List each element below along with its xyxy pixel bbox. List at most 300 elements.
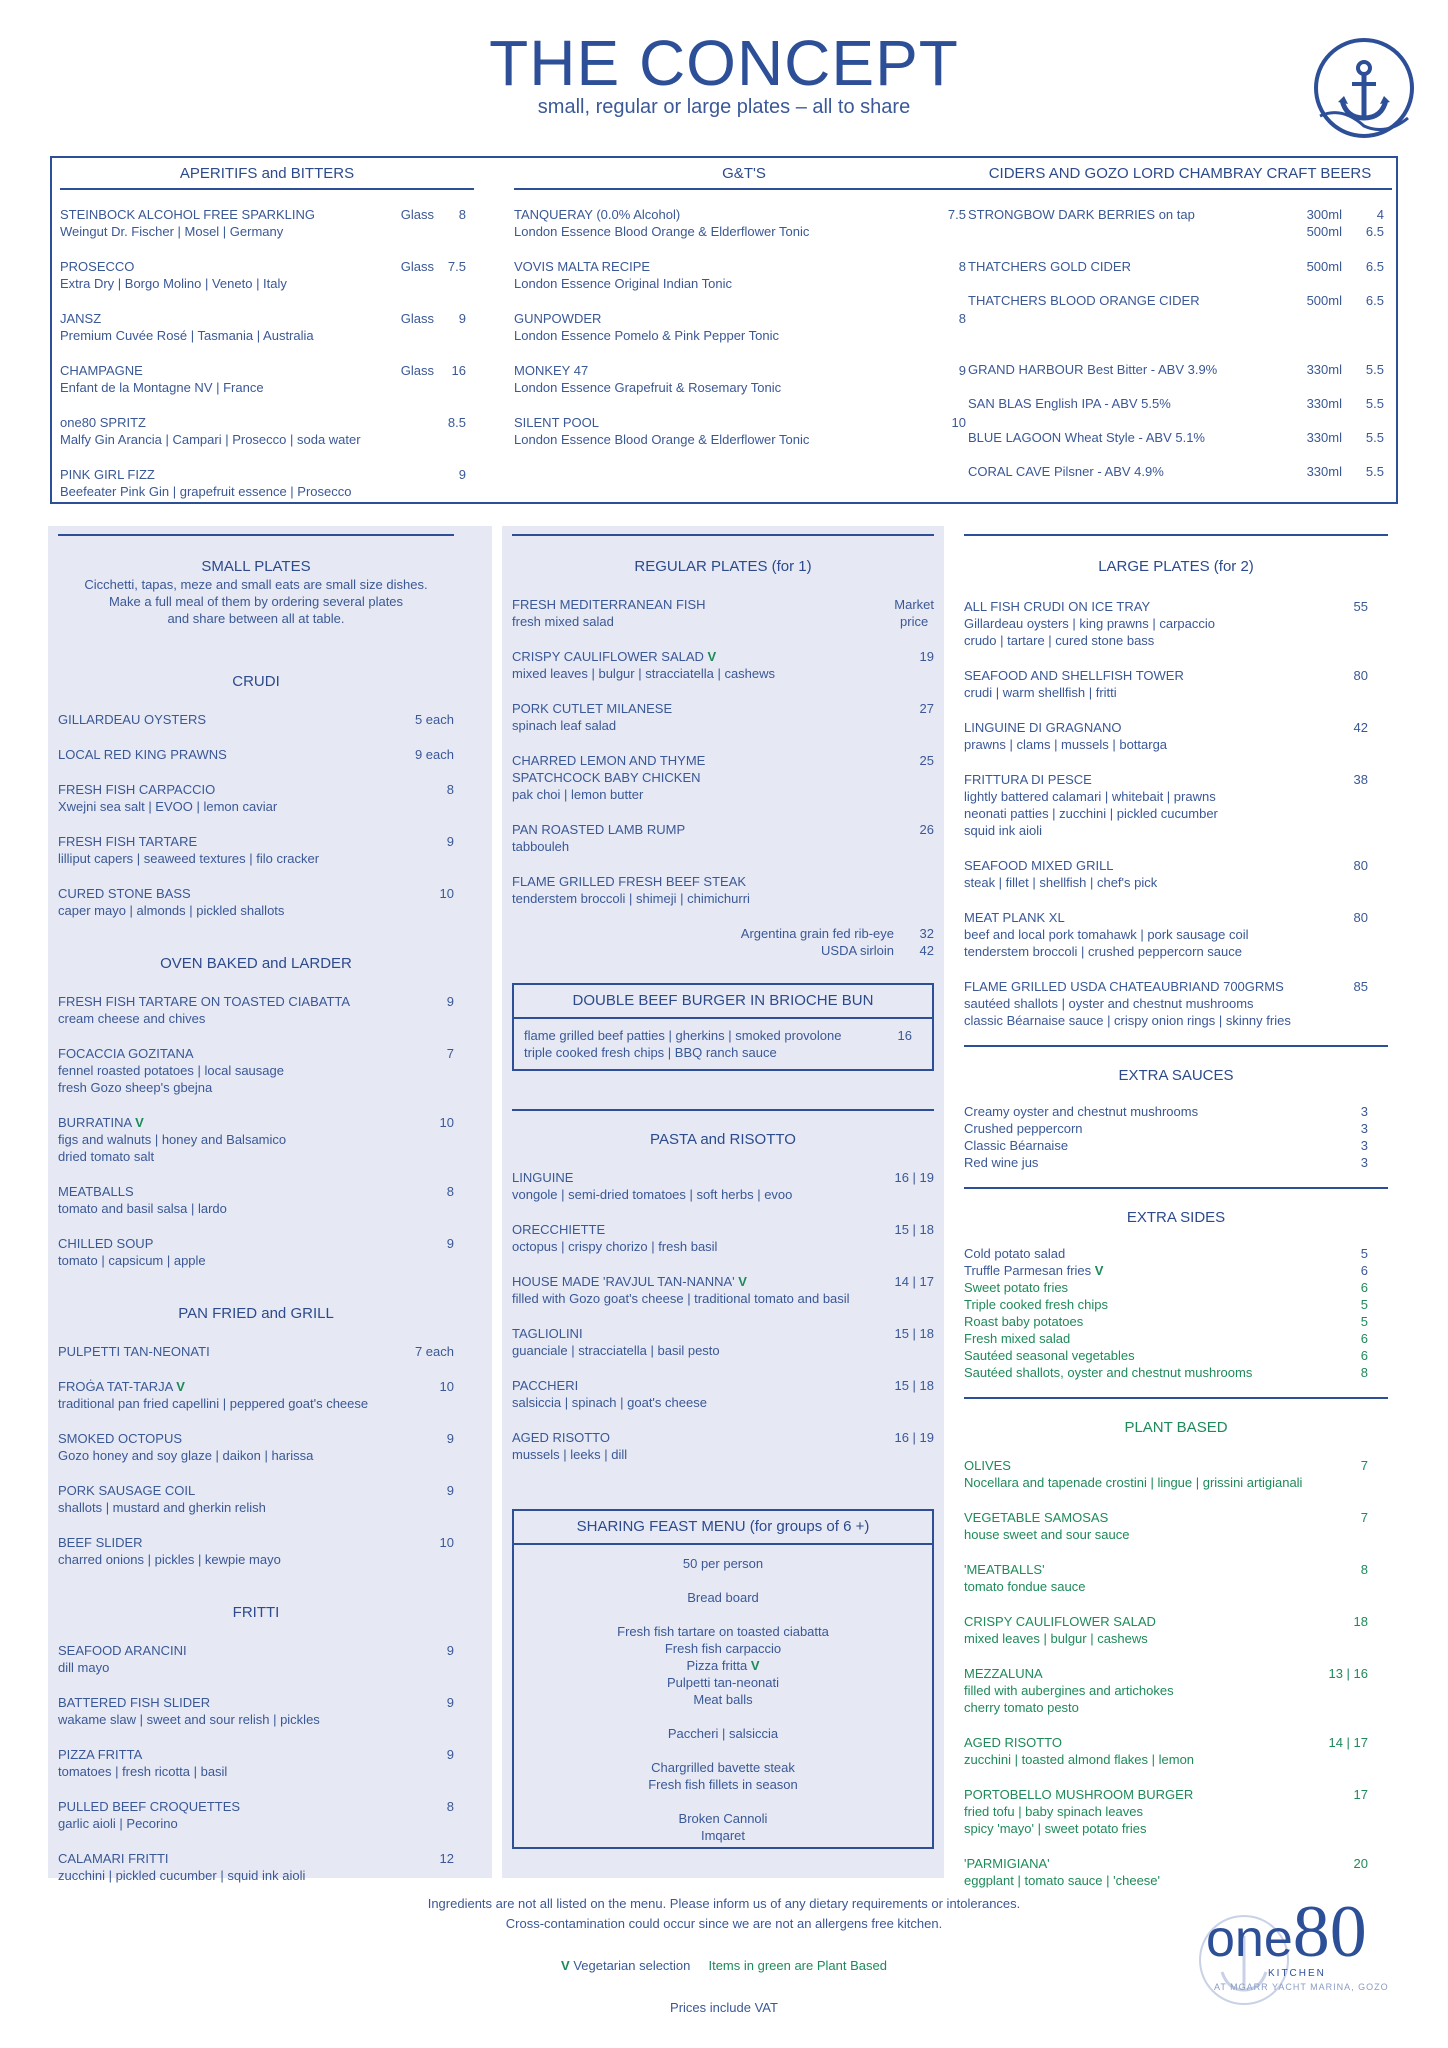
item-desc: mixed leaves | bulgur | stracciatella | cashews: [512, 666, 776, 681]
side-item: [964, 1347, 1388, 1364]
menu-item: [58, 1114, 454, 1165]
vegetarian-mark: V: [750, 1658, 760, 1673]
item-desc: prawns | clams | mussels | bottarga: [964, 737, 1168, 752]
item-name: ALL FISH CRUDI ON ICE TRAY: [964, 599, 1151, 614]
item-price: 5: [1360, 1297, 1368, 1312]
feast-starters: Fresh fish tartare on toasted ciabatta Fresh fish carpaccio Pizza fritta V Pulpetti tan-neonati Meat balls: [617, 1624, 829, 1707]
side-item: [964, 1279, 1388, 1296]
burger-heading: DOUBLE BEEF BURGER IN BRIOCHE BUN: [514, 985, 932, 1019]
menu-item: [964, 667, 1388, 701]
vegetarian-mark: V: [738, 1274, 747, 1289]
sides-heading: EXTRA SIDES: [1126, 1209, 1226, 1226]
side-item: [964, 1262, 1388, 1279]
drink-name: GRAND HARBOUR Best Bitter - ABV 3.9%: [968, 362, 1218, 377]
item-price: 9: [446, 1431, 454, 1446]
item-name: CRISPY CAULIFLOWER SALAD V: [512, 649, 717, 664]
drink-item: [968, 429, 1392, 446]
drink-name: PROSECCO: [60, 259, 135, 274]
ciders-heading: CIDERS AND GOZO LORD CHAMBRAY CRAFT BEERS: [968, 158, 1392, 190]
item-name: HOUSE MADE 'RAVJUL TAN-NANNA' V: [512, 1274, 747, 1289]
item-name: 'PARMIGIANA': [964, 1856, 1050, 1871]
drink-price: 9: [458, 467, 466, 482]
menu-item: [58, 1378, 454, 1412]
regular-plates-column: [512, 534, 934, 1849]
drink-item: [60, 258, 474, 292]
item-name: ORECCHIETTE: [512, 1222, 606, 1237]
item-name: PACCHERI: [512, 1378, 579, 1393]
item-price: 5: [1360, 1314, 1368, 1329]
menu-item: [964, 1509, 1388, 1543]
item-price: 18: [1353, 1614, 1368, 1629]
logo-kitchen: KITCHEN: [1268, 1968, 1326, 1979]
item-price: 3: [1360, 1138, 1368, 1153]
drink-name: STEINBOCK ALCOHOL FREE SPARKLING: [60, 207, 316, 222]
menu-item: [512, 1169, 934, 1203]
drink-price: 8.5: [447, 415, 466, 430]
item-price: 3: [1360, 1104, 1368, 1119]
drink-price: 6.5: [1365, 259, 1384, 274]
drink-item: [60, 362, 474, 396]
item-name: CRISPY CAULIFLOWER SALAD: [964, 1614, 1156, 1629]
item-name: Red wine jus: [964, 1155, 1039, 1170]
item-price: 10: [439, 1379, 454, 1394]
item-price: 3: [1360, 1121, 1368, 1136]
item-price: [894, 596, 934, 630]
vegetarian-mark: V: [707, 649, 717, 664]
menu-item: [58, 833, 454, 867]
pan-heading: PAN FRIED and GRILL: [178, 1305, 334, 1322]
item-name: MEZZALUNA: [964, 1666, 1043, 1681]
menu-item: [58, 781, 454, 815]
menu-item: [964, 1613, 1388, 1647]
page-title: THE CONCEPT: [489, 27, 959, 99]
logo-one: one: [1206, 1910, 1293, 1968]
item-desc: eggplant | tomato sauce | 'cheese': [964, 1873, 1161, 1888]
item-price: 3: [1360, 1155, 1368, 1170]
feast-box: [512, 1509, 934, 1849]
drink-unit: 500ml: [1306, 224, 1342, 239]
drink-item: [968, 463, 1392, 480]
item-name: CHILLED SOUP: [58, 1236, 154, 1251]
burger-box: [512, 983, 934, 1071]
item-desc: vongole | semi-dried tomatoes | soft herbs | evoo: [512, 1187, 793, 1202]
item-price: 26: [919, 822, 934, 837]
item-desc: traditional pan fried capellini | peppered goat's cheese: [58, 1396, 369, 1411]
item-price: 6: [1360, 1280, 1368, 1295]
drink-desc: London Essence Pomelo & Pink Pepper Tonic: [514, 328, 779, 343]
burger-item: [514, 1019, 932, 1061]
menu-item: [512, 1377, 934, 1411]
item-name: MEATBALLS: [58, 1184, 134, 1199]
drink-item: [514, 258, 974, 292]
item-desc-2: neonati patties | zucchini | pickled cucumber: [964, 806, 1218, 821]
item-price: 8: [446, 782, 454, 797]
logo-location: AT MGARR YACHT MARINA, GOZO: [1214, 1982, 1389, 1992]
drink-item: [514, 310, 974, 344]
menu-item: [58, 1482, 454, 1516]
drink-price: 4: [1376, 207, 1384, 222]
drink-desc: Extra Dry | Borgo Molino | Veneto | Italy: [60, 276, 287, 291]
item-price: 9: [446, 1747, 454, 1762]
item-price: 15 | 18: [894, 1378, 934, 1393]
item-desc-2: crudo | tartare | cured stone bass: [964, 633, 1155, 648]
drink-desc: Enfant de la Montagne NV | France: [60, 380, 264, 395]
drink-item: [514, 362, 974, 396]
item-price: 15 | 18: [894, 1222, 934, 1237]
item-name: Fresh mixed salad: [964, 1331, 1071, 1346]
burger-price: 16: [897, 1028, 912, 1043]
drink-name: CORAL CAVE Pilsner - ABV 4.9%: [968, 464, 1164, 479]
drink-unit: Glass: [400, 311, 434, 326]
item-desc: filled with aubergines and artichokes: [964, 1683, 1174, 1698]
item-desc: figs and walnuts | honey and Balsamico: [58, 1132, 287, 1147]
item-price: 38: [1353, 772, 1368, 787]
drink-price: 6.5: [1365, 224, 1384, 239]
steak-option: [512, 942, 934, 959]
item-price: 7: [446, 1046, 454, 1061]
feast-heading: SHARING FEAST MENU (for groups of 6 +): [514, 1511, 932, 1545]
item-desc: filled with Gozo goat's cheese | traditional tomato and basil: [512, 1291, 850, 1306]
item-name: FRITTURA DI PESCE: [964, 772, 1092, 787]
item-desc: tabbouleh: [512, 839, 570, 854]
drinks-box: [50, 156, 1398, 504]
large-plates-heading: LARGE PLATES (for 2): [1098, 558, 1254, 575]
drink-name: STRONGBOW DARK BERRIES on tap: [968, 207, 1195, 222]
item-desc: tomatoes | fresh ricotta | basil: [58, 1764, 228, 1779]
side-item: [964, 1364, 1388, 1381]
item-desc-2: fresh Gozo sheep's gbejna: [58, 1080, 213, 1095]
item-name: FLAME GRILLED USDA CHATEAUBRIAND 700GRMS: [964, 979, 1284, 994]
item-name: Triple cooked fresh chips: [964, 1297, 1109, 1312]
item-name: FRESH FISH TARTARE: [58, 834, 198, 849]
menu-item: [58, 1694, 454, 1728]
item-name: SMOKED OCTOPUS: [58, 1431, 183, 1446]
menu-item: [58, 1343, 454, 1360]
small-plates-heading: SMALL PLATES: [201, 558, 311, 575]
menu-item: [512, 1273, 934, 1307]
item-price: 19: [919, 649, 934, 664]
drink-price: 5.5: [1365, 396, 1384, 411]
feast-desserts: Broken Cannoli Imqaret: [678, 1811, 768, 1843]
drink-item: [968, 292, 1392, 309]
steak-option: [512, 925, 934, 942]
item-desc: house sweet and sour sauce: [964, 1527, 1130, 1542]
item-price: 7: [1360, 1458, 1368, 1473]
drink-desc: London Essence Blood Orange & Elderflower Tonic: [514, 432, 810, 447]
item-name: FOCACCIA GOZITANA: [58, 1046, 194, 1061]
item-desc: Gillardeau oysters | king prawns | carpaccio: [964, 616, 1215, 631]
drink-item: [514, 206, 974, 240]
item-name: FRESH MEDITERRANEAN FISH: [512, 597, 706, 612]
menu-item: [964, 1734, 1388, 1768]
item-name: FRESH FISH CARPACCIO: [58, 782, 216, 797]
item-price: 9: [446, 1483, 454, 1498]
item-price: 5 each: [414, 712, 454, 727]
regular-plates-heading: REGULAR PLATES (for 1): [634, 558, 812, 575]
cross-contamination-note: Cross-contamination could occur since we are not an allergens free kitchen.: [505, 1916, 943, 1931]
anchor-logo-icon: [1312, 36, 1416, 140]
item-name: AGED RISOTTO: [512, 1430, 610, 1445]
menu-item: [512, 752, 934, 803]
item-name: PORK SAUSAGE COIL: [58, 1483, 196, 1498]
item-desc-2: tenderstem broccoli | crushed peppercorn sauce: [964, 944, 1242, 959]
vegetarian-mark: V: [176, 1379, 185, 1394]
menu-item: [964, 1457, 1388, 1491]
gt-heading: G&T'S: [514, 158, 974, 190]
fritti-heading: FRITTI: [232, 1604, 280, 1621]
item-price: 42: [1353, 720, 1368, 735]
item-price: 10: [439, 1115, 454, 1130]
vegetarian-mark: V: [135, 1115, 144, 1130]
drink-desc: London Essence Blood Orange & Elderflower Tonic: [514, 224, 810, 239]
item-price: 8: [1360, 1365, 1368, 1380]
item-price: 80: [1353, 668, 1368, 683]
item-price: 10: [439, 886, 454, 901]
drink-item: [60, 206, 474, 240]
drink-price: 9: [958, 363, 966, 378]
aperitifs-heading: APERITIFS and BITTERS: [60, 158, 474, 190]
item-name: SEAFOOD AND SHELLFISH TOWER: [964, 668, 1184, 683]
menu-item: [964, 1855, 1388, 1889]
item-price: 8: [1360, 1562, 1368, 1577]
sauce-item: [964, 1120, 1388, 1137]
item-price: 6: [1360, 1263, 1368, 1278]
item-name: Crushed peppercorn: [964, 1121, 1083, 1136]
menu-item: [964, 1665, 1388, 1716]
drink-name: BLUE LAGOON Wheat Style - ABV 5.1%: [968, 430, 1205, 445]
drink-unit: 330ml: [1306, 464, 1342, 479]
item-name: 'MEATBALLS': [964, 1562, 1045, 1577]
menu-item: [964, 909, 1388, 960]
item-name: LOCAL RED KING PRAWNS: [58, 747, 227, 762]
drink-price: 10: [951, 415, 966, 430]
item-name: Sautéed shallots, oyster and chestnut mushrooms: [964, 1365, 1253, 1380]
item-price: 80: [1353, 910, 1368, 925]
menu-item: [964, 1561, 1388, 1595]
drink-name: GUNPOWDER: [514, 311, 602, 326]
drink-price: 7.5: [447, 259, 466, 274]
drink-name: one80 SPRITZ: [60, 415, 146, 430]
drink-price: 8: [958, 259, 966, 274]
drink-name: THATCHERS BLOOD ORANGE CIDER: [968, 293, 1200, 308]
drink-desc: Malfy Gin Arancia | Campari | Prosecco | soda water: [60, 432, 361, 447]
item-price: 7: [1360, 1510, 1368, 1525]
item-desc: beef and local pork tomahawk | pork sausage coil: [964, 927, 1249, 942]
item-desc: cream cheese and chives: [58, 1011, 206, 1026]
menu-item: [58, 993, 454, 1027]
oven-heading: OVEN BAKED and LARDER: [160, 955, 352, 972]
item-name: OLIVES: [964, 1458, 1011, 1473]
menu-item: [512, 648, 934, 682]
drink-item: [968, 206, 1392, 240]
burger-desc: flame grilled beef patties | gherkins | smoked provolone: [524, 1028, 842, 1043]
pasta-heading: PASTA and RISOTTO: [650, 1131, 796, 1148]
menu-item: [58, 1235, 454, 1269]
menu-item: [512, 1429, 934, 1463]
feast-pasta: Paccheri | salsiccia: [667, 1726, 779, 1741]
item-desc: Xwejni sea salt | EVOO | lemon caviar: [58, 799, 278, 814]
item-name: LINGUINE: [512, 1170, 574, 1185]
drink-unit: 500ml: [1306, 293, 1342, 308]
drink-name: TANQUERAY (0.0% Alcohol): [514, 207, 681, 222]
sauce-item: [964, 1137, 1388, 1154]
menu-item: [58, 1045, 454, 1096]
item-price: 16 | 19: [894, 1430, 934, 1445]
drink-item: [514, 414, 974, 448]
item-desc: sautéed shallots | oyster and chestnut mushrooms: [964, 996, 1254, 1011]
logo-80: 80: [1292, 1891, 1367, 1973]
item-desc: tomato and basil salsa | lardo: [58, 1201, 227, 1216]
drink-desc: Weingut Dr. Fischer | Mosel | Germany: [60, 224, 284, 239]
item-desc: salsiccia | spinach | goat's cheese: [512, 1395, 707, 1410]
drink-unit: 330ml: [1306, 430, 1342, 445]
item-name: BATTERED FISH SLIDER: [58, 1695, 211, 1710]
plant-based-legend: Items in green are Plant Based: [708, 1958, 887, 1973]
item-price: 9 each: [414, 747, 454, 762]
item-name: CURED STONE BASS: [58, 886, 191, 901]
item-desc: mussels | leeks | dill: [512, 1447, 628, 1462]
side-item: [964, 1330, 1388, 1347]
drink-desc: London Essence Original Indian Tonic: [514, 276, 733, 291]
feast-price: 50 per person: [682, 1556, 764, 1571]
aperitifs-column: [60, 158, 474, 500]
menu-item: [58, 1746, 454, 1780]
side-item: [964, 1245, 1388, 1262]
item-desc-2: classic Béarnaise sauce | crispy onion rings | skinny fries: [964, 1013, 1291, 1028]
item-name: AGED RISOTTO: [964, 1735, 1062, 1750]
large-plates-column: [964, 534, 1388, 1889]
item-price: 10: [439, 1535, 454, 1550]
item-desc: spinach leaf salad: [512, 718, 617, 733]
item-price: 9: [446, 1695, 454, 1710]
item-desc: garlic aioli | Pecorino: [58, 1816, 178, 1831]
menu-item: [58, 885, 454, 919]
item-desc: crudi | warm shellfish | fritti: [964, 685, 1117, 700]
item-price: 17: [1353, 1787, 1368, 1802]
item-price: 15 | 18: [894, 1326, 934, 1341]
item-name: Creamy oyster and chestnut mushrooms: [964, 1104, 1199, 1119]
sauce-item: [964, 1154, 1388, 1171]
item-name: FROĠA TAT-TARJA V: [58, 1379, 185, 1394]
item-name: FLAME GRILLED FRESH BEEF STEAK: [512, 874, 747, 889]
item-desc: caper mayo | almonds | pickled shallots: [58, 903, 285, 918]
drink-unit: 330ml: [1306, 362, 1342, 377]
menu-item: [512, 821, 934, 855]
item-name: BURRATINA V: [58, 1115, 144, 1130]
item-price: 6: [1360, 1348, 1368, 1363]
item-desc: tomato | capsicum | apple: [58, 1253, 206, 1268]
item-price: 55: [1353, 599, 1368, 614]
drink-unit: 330ml: [1306, 396, 1342, 411]
drink-item: [968, 361, 1392, 378]
item-desc: lilliput capers | seaweed textures | filo cracker: [58, 851, 320, 866]
menu-item: [58, 1430, 454, 1464]
item-price: 14 | 17: [894, 1274, 934, 1289]
item-price: 7 each: [414, 1344, 454, 1359]
vegetarian-mark: V: [561, 1958, 570, 1973]
item-price: 13 | 16: [1328, 1666, 1368, 1681]
item-price: 8: [446, 1184, 454, 1199]
drink-price: 5.5: [1365, 430, 1384, 445]
item-desc: zucchini | pickled cucumber | squid ink aioli: [58, 1868, 306, 1883]
item-price: 9: [446, 1643, 454, 1658]
page-subtitle: small, regular or large plates – all to share: [537, 96, 911, 118]
sauces-heading: EXTRA SAUCES: [1118, 1067, 1234, 1084]
drink-price: 8: [458, 207, 466, 222]
drink-price: 5.5: [1365, 464, 1384, 479]
item-name: PULPETTI TAN-NEONATI: [58, 1344, 210, 1359]
menu-item: [58, 1642, 454, 1676]
menu-item: [58, 711, 454, 728]
plant-heading: PLANT BASED: [1124, 1419, 1228, 1436]
menu-item: [58, 1183, 454, 1217]
item-desc-3: squid ink aioli: [964, 823, 1043, 838]
one80-logo: [1196, 1891, 1396, 2006]
menu-item: [58, 1798, 454, 1832]
item-desc: Gozo honey and soy glaze | daikon | harissa: [58, 1448, 314, 1463]
drink-name: MONKEY 47: [514, 363, 589, 378]
item-name: PIZZA FRITTA: [58, 1747, 143, 1762]
side-item: [964, 1296, 1388, 1313]
item-price: 80: [1353, 858, 1368, 873]
small-plates-column: [58, 534, 454, 1884]
feast-mains: Chargrilled bavette steak Fresh fish fillets in season: [648, 1760, 798, 1792]
menu-item: [512, 1325, 934, 1359]
item-desc: guanciale | stracciatella | basil pesto: [512, 1343, 720, 1358]
item-desc: lightly battered calamari | whitebait | prawns: [964, 789, 1216, 804]
item-name: FRESH FISH TARTARE ON TOASTED CIABATTA: [58, 994, 351, 1009]
side-item: [964, 1313, 1388, 1330]
drink-item: [968, 258, 1392, 275]
item-desc: Nocellara and tapenade crostini | lingue | grissini artigianali: [964, 1475, 1303, 1490]
steak-option-price: 42: [919, 943, 934, 958]
menu-item: [964, 771, 1388, 839]
menu-item: [512, 873, 934, 907]
item-price: 14 | 17: [1328, 1735, 1368, 1750]
item-name: Classic Béarnaise: [964, 1138, 1069, 1153]
item-desc: mixed leaves | bulgur | cashews: [964, 1631, 1148, 1646]
menu-item: [964, 598, 1388, 649]
burger-desc-2: triple cooked fresh chips | BBQ ranch sauce: [524, 1045, 777, 1060]
item-name: CALAMARI FRITTI: [58, 1851, 169, 1866]
item-desc: fresh mixed salad: [512, 614, 614, 629]
item-desc-2: cherry tomato pesto: [964, 1700, 1079, 1715]
steak-option-label: Argentina grain fed rib-eye: [740, 926, 894, 941]
item-name: Truffle Parmesan fries V: [964, 1263, 1104, 1278]
item-name: PORK CUTLET MILANESE: [512, 701, 673, 716]
item-name: CHARRED LEMON AND THYME: [512, 753, 706, 768]
drink-name: VOVIS MALTA RECIPE: [514, 259, 651, 274]
item-name: Cold potato salad: [964, 1246, 1066, 1261]
item-name: GILLARDEAU OYSTERS: [58, 712, 207, 727]
item-name: Roast baby potatoes: [964, 1314, 1084, 1329]
item-desc: charred onions | pickles | kewpie mayo: [58, 1552, 281, 1567]
drink-name: SAN BLAS English IPA - ABV 5.5%: [968, 396, 1171, 411]
drink-price: 16: [451, 363, 466, 378]
small-plates-intro: Cicchetti, tapas, meze and small eats are small size dishes. Make a full meal of them by ordering several plates and share between all at table.: [84, 577, 428, 626]
drink-unit: 500ml: [1306, 259, 1342, 274]
item-name-2: SPATCHCOCK BABY CHICKEN: [512, 770, 701, 785]
item-name: Sweet potato fries: [964, 1280, 1069, 1295]
item-desc: dill mayo: [58, 1660, 110, 1675]
item-name: TAGLIOLINI: [512, 1326, 583, 1341]
item-name: VEGETABLE SAMOSAS: [964, 1510, 1109, 1525]
drink-price: 8: [958, 311, 966, 326]
menu-item: [512, 596, 934, 630]
drink-price: 5.5: [1365, 362, 1384, 377]
legend: V Vegetarian selection Items in green are Plant Based: [561, 1958, 887, 1973]
item-desc-2: spicy 'mayo' | sweet potato fries: [964, 1821, 1147, 1836]
